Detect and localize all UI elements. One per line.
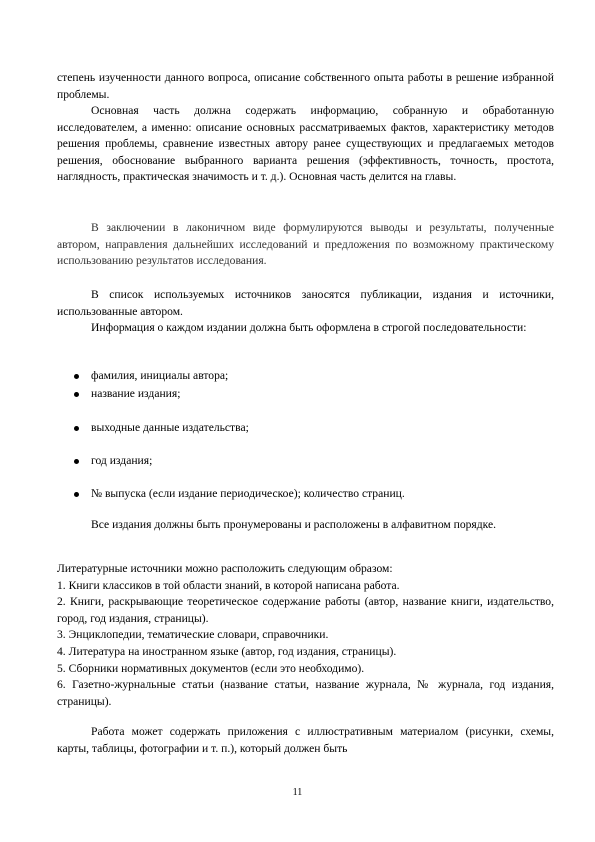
bullet-icon [74,492,79,497]
literature-list: Литературные источники можно расположить следующим образом: 1. Книги классиков в той области знаний, в которой написана работа. 2. Книги, раскрывающие теоретическое содержание работы (автор, название книги, издательство, город, год издания, страницы). 3. Энциклопедии, тематические словари, справочники. 4. Литература на иностранном языке (автор, год издания, страницы). 5. Сборники нормативных документов (если это необходимо). 6. Газетно-журнальные статьи (название статьи, название журнала, № журнала, год издания, страницы). [57,561,554,710]
literature-item: 1. Книги классиков в той области знаний, в которой написана работа. [57,578,400,592]
literature-item: 3. Энциклопедии, тематические словари, справочники. [57,628,329,642]
appendix-paragraph: Работа может содержать приложения с иллюстративным материалом (рисунки, схемы, карты, таблицы, фотографии и т. п.), который должен быть [57,725,554,755]
literature-item: 6. Газетно-журнальные статьи (название статьи, название журнала, № журнала, год издания, страницы). [57,678,554,708]
bullet-icon [74,459,79,464]
literature-item: 4. Литература на иностранном языке (автор, год издания, страницы). [57,644,397,658]
conclusion-paragraph: В заключении в лаконичном виде формулируются выводы и результаты, полученные автором, направления дальнейших исследований и предложения по возможному практическому использованию результатов исследования. [57,221,554,268]
sources-paragraph: В список используемых источников заносятся публикации, издания и источники, использованные автором. [57,288,554,318]
info-paragraph: Информация о каждом издании должна быть оформлена в строгой последовательности: [91,321,527,334]
intro-paragraph: степень изученности данного вопроса, описание собственного опыта работы в решение избранной проблемы. [57,71,554,101]
literature-item: 2. Книги, раскрывающие теоретическое содержание работы (автор, название книги, издательство, город, год издания, страницы). [57,595,554,625]
page-number: 11 [292,787,303,798]
bullet-icon [74,392,79,397]
literature-item: 5. Сборники нормативных документов (если это необходимо). [57,661,365,675]
numbering-paragraph: Все издания должны быть пронумерованы и расположены в алфавитном порядке. [91,518,497,531]
main-part-paragraph: Основная часть должна содержать информацию, собранную и обработанную исследователем, а именно: описание основных рассматриваемых фактов, характеристику методов решения проблемы, сравнение известных автору ранее существующих и предлагаемых методов решения, обоснование выбранного варианта решения (эффективность, точность, простота, наглядность, практическая значимость и т. д.). Основная часть делится на главы. [57,104,554,184]
document-page: степень изученности данного вопроса, описание собственного опыта работы в решение избранной проблемы. Основная часть должна содержать информацию, собранную и обработанную исследователем, а именно: описание основных рассматриваемых фактов, характеристику методов решения проблемы, сравнение известных автору ранее существующих и предлагаемых методов решения, обоснование выбранного варианта решения (эффективность, точность, простота, наглядность, практическая значимость и т. д.). Основная часть делится на главы. В заключении в лаконичном виде формулируются выводы и результаты, полученные автором, направления дальнейших исследований и предложения по возможному практическому использованию результатов исследования. В список используемых источников заносятся публикации, издания и источники, использованные автором. Информация о каждом издании должна быть оформлена в строгой последовательности: фамилия, инициалы автора; название издания; выходные данные издательства; год издания; № выпуска (если издание периодическое); количество страниц. Все издания должны быть пронумерованы и расположены в алфавитном порядке. Литературные источники можно расположить следующим образом: 1. Книги классиков в той области знаний, в которой написана работа. 2. Книги, раскрывающие теоретическое содержание работы (автор, название книги, издательство, город, год издания, страницы). 3. Энциклопедии, тематические словари, справочники. 4. Литература на иностранном языке (автор, год издания, страницы). 5. Сборники нормативных документов (если это необходимо). 6. Газетно-журнальные статьи (название статьи, название журнала, № журнала, год издания, страницы). Работа может содержать приложения с иллюстративным материалом (рисунки, схемы, карты, таблицы, фотографии и т. п.), который должен быть 11 [0,0,595,842]
bullet-icon [74,426,79,431]
bullet-icon [74,374,79,379]
